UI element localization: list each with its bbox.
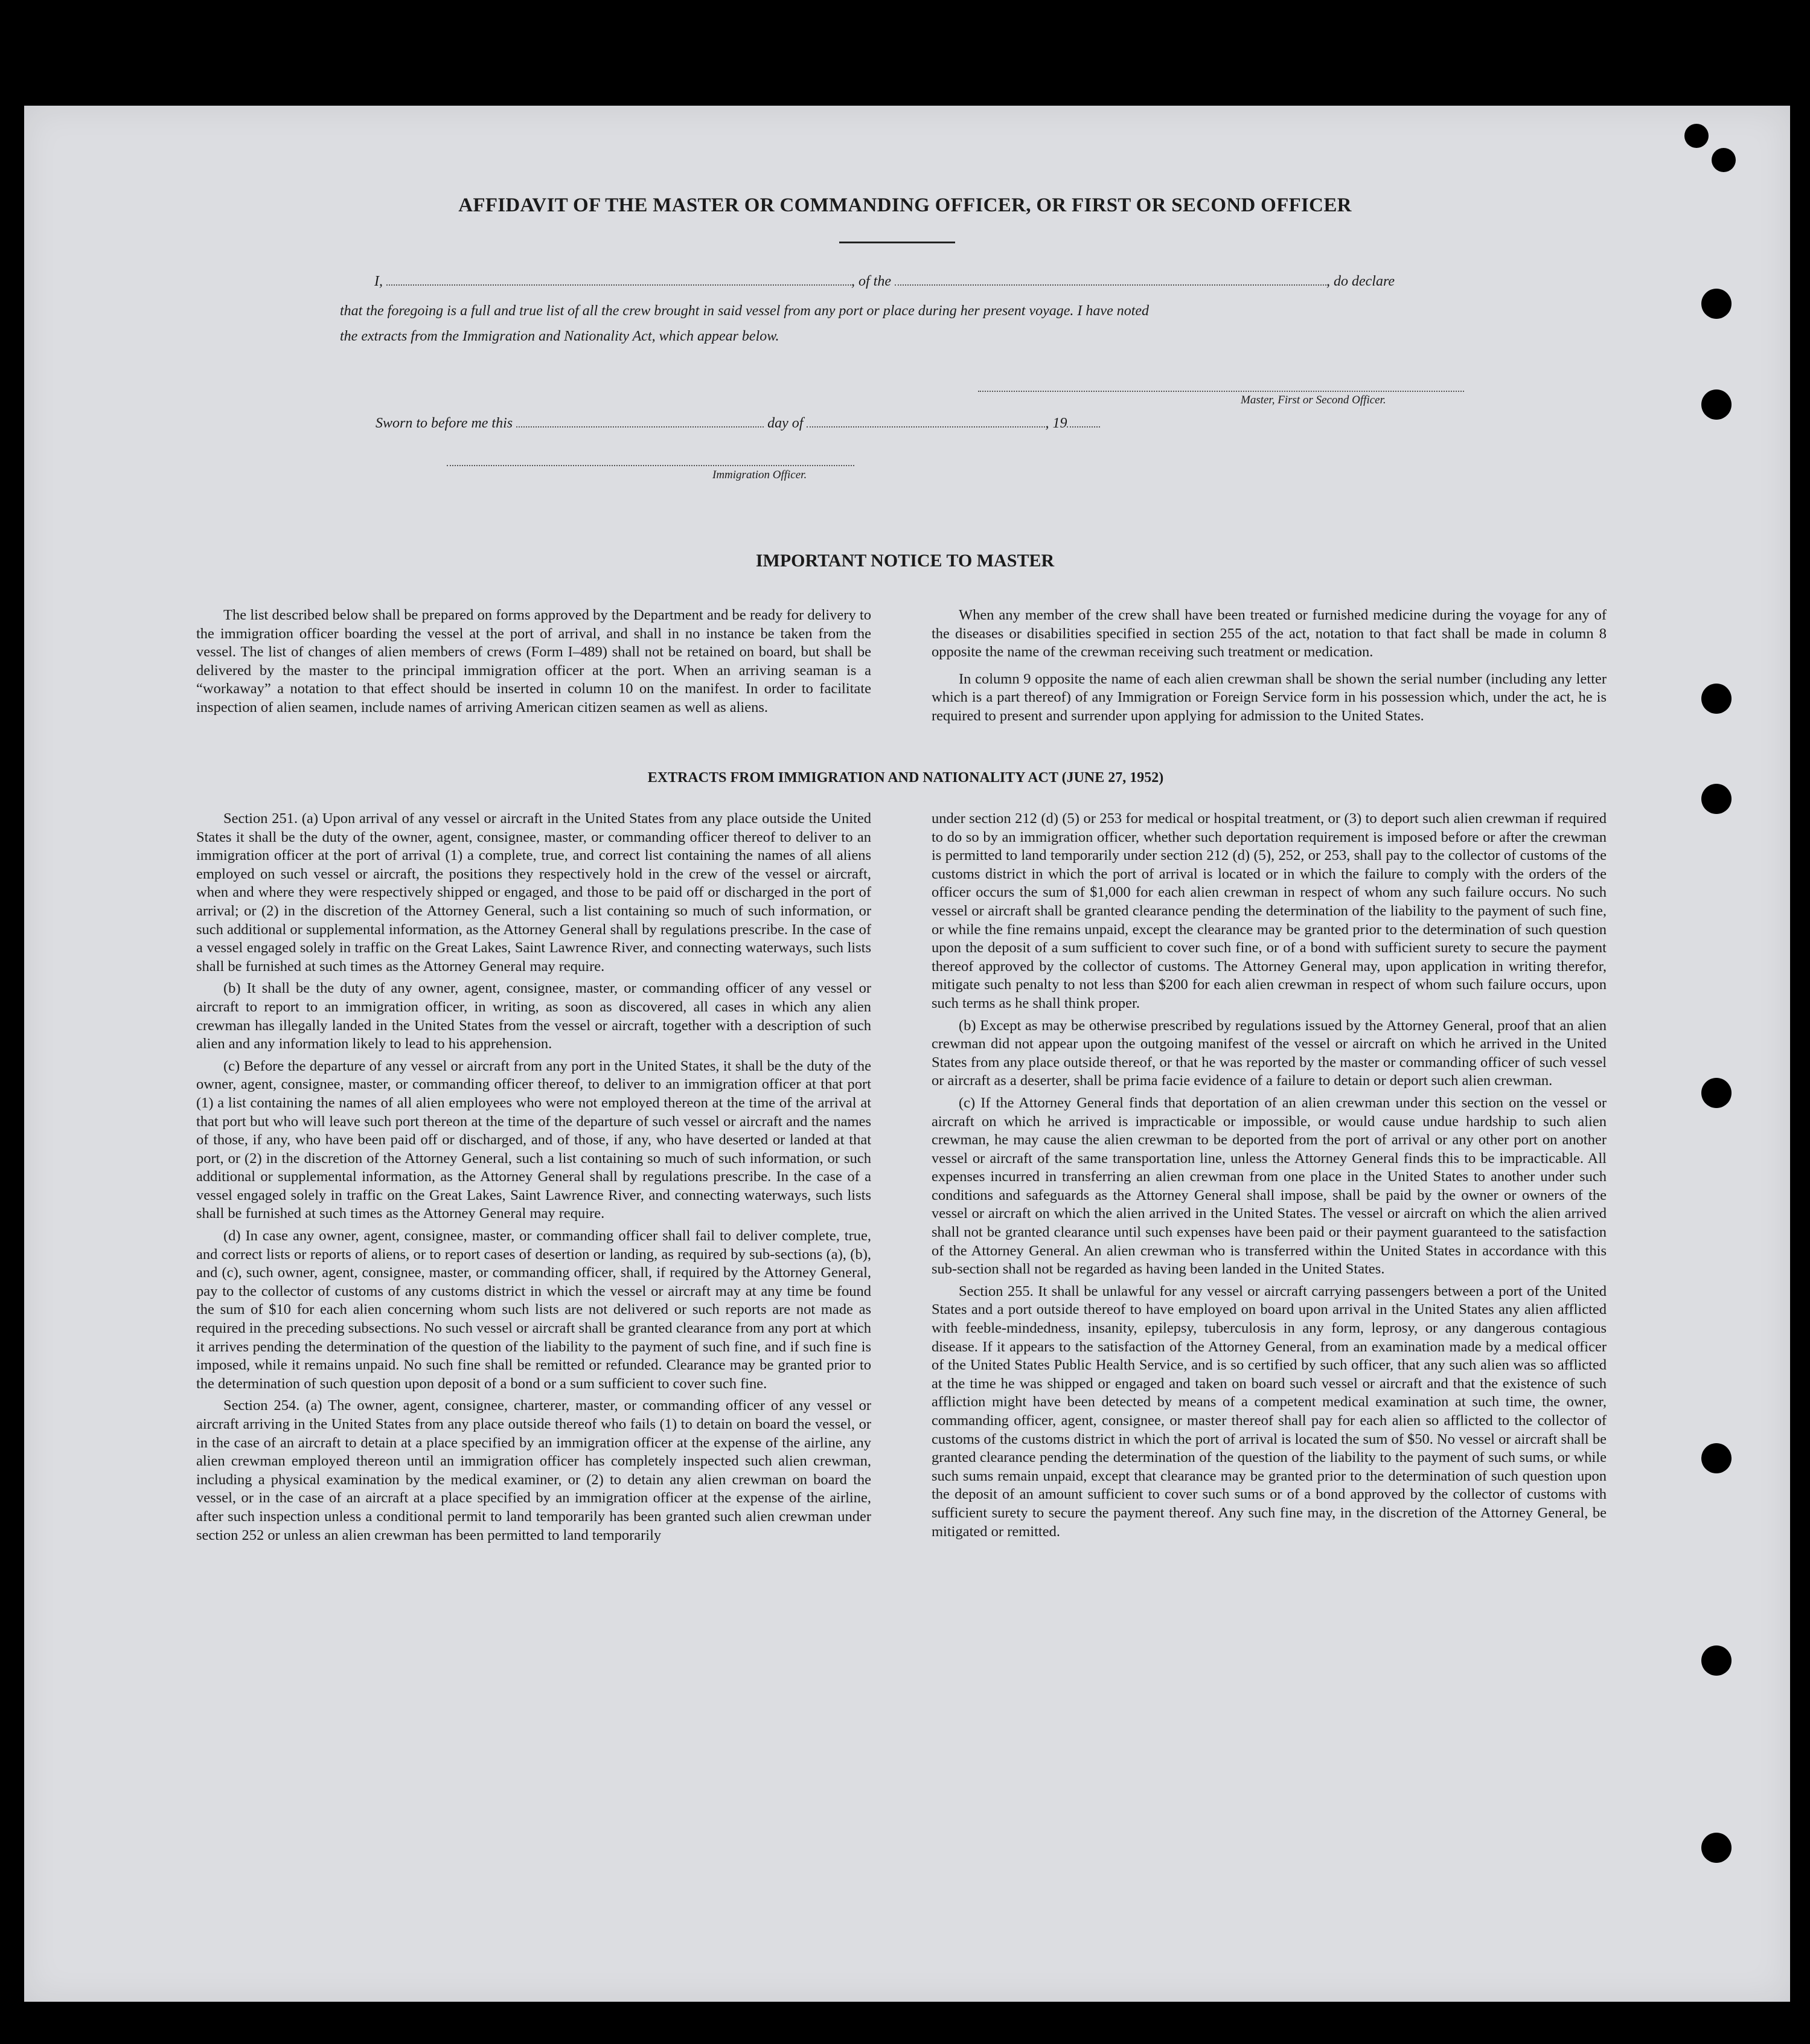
declaration-i: I, — [374, 274, 383, 289]
binder-hole — [1684, 124, 1709, 148]
binder-hole — [1701, 784, 1732, 814]
binder-hole — [1701, 684, 1732, 714]
sworn-line — [376, 415, 1221, 432]
binder-hole — [1701, 289, 1732, 319]
sworn-prefix: Sworn to before me this — [376, 415, 513, 431]
declaration-of-the: , of the — [851, 274, 891, 289]
section-251-a: Section 251. (a) Upon arrival of any vessel or aircraft in the United States from any place outside the United States it shall be the duty of the owner, agent, consignee, master, or commanding officer thereof to deliver to an immigration officer at the port of arrival (1) a complete, true, and correct list containing the names of all aliens employed on such vessel or aircraft, the positions they respectively hold in the crew of the vessel or aircraft, when and where they were respectively shipped or engaged, and those to be paid off or discharged in the port of arrival; or (2) in the discretion of the Attorney General, such a list containing so much of such information, or such additional or supplemental information, as the Attorney General shall by regulations prescribe. In the case of a vessel engaged solely in traffic on the Great Lakes, Saint Lawrence River, and connecting waterways, such lists shall be furnished at such times as the Attorney General may require. — [196, 810, 871, 975]
officer-caption: Immigration Officer. — [712, 469, 807, 481]
officer-signature-line[interactable] — [447, 464, 854, 466]
notice-right-paragraph-2: In column 9 opposite the name of each alien crewman shall be shown the serial number (including any letter which is a part thereof) of any Immigration or Foreign Service form in his possession which, under the act, he is required to present and surrender upon applying for admission to the United States. — [932, 670, 1607, 724]
title-rule — [839, 242, 955, 243]
vessel-blank[interactable] — [895, 284, 1326, 286]
section-254-a-continued: under section 212 (d) (5) or 253 for medical or hospital treatment, or (3) to deport such alien crewman if required to do so by an immigration officer, whether such deportation requirement is imposed before or after the crewman is permitted to land temporarily under section 212 (d) (5), 252, or 253, shall pay to the collector of customs of the customs district in which the port of arrival is located or in which the failure to comply with the orders of the officer occurs the sum of $1,000 for each alien crewman in respect of whom any such failure occurs. No such vessel or aircraft shall be granted clearance pending the determination of the liability to the payment of such fine, or while the fine remains unpaid, except the clearance may be granted prior to the determination of such question upon the deposit of a sum sufficient to cover such fine, or of a bond with sufficient surety to secure the payment thereof approved by the collector of customs. The Attorney General may, upon application in writing therefor, mitigate such penalty to not less than $200 for each alien crewman in respect of whom such failure occurs, upon such terms as he shall think proper. — [932, 810, 1607, 1011]
extracts-title: EXTRACTS FROM IMMIGRATION AND NATIONALITY ACT (JUNE 27, 1952) — [647, 770, 1164, 786]
master-signature-line[interactable] — [978, 389, 1464, 392]
section-251-c: (c) Before the departure of any vessel or aircraft from any port in the United States, it shall be the duty of the owner, agent, consignee, master, or commanding officer thereof, to deliver to an immigration officer at that port (1) a list containing the names of all alien employees who were not employed thereon at the time of the arrival at that port but who will leave such port thereon at the time of the departure of such vessel or aircraft and the names of those, if any, who have been paid off or discharged, and of those, if any, who have deserted or landed at that port, or (2) in the discretion of the Attorney General, such a list containing so much of such information, or such additional or supplemental information, as the Attorney General shall by regulations prescribe. In the case of a vessel engaged solely in traffic on the Great Lakes, Saint Lawrence River, and connecting waterways, such lists shall be furnished at such times as the Attorney General may require. — [196, 1057, 871, 1222]
name-blank[interactable] — [386, 284, 851, 286]
notice-left-column — [196, 606, 871, 717]
declaration-line-1 — [374, 274, 1461, 290]
section-251-b: (b) It shall be the duty of any owner, agent, consignee, master, or commanding officer of any vessel or aircraft to report to an immigration officer, in writing, as soon as discovered, all cases in which any alien crewman has illegally landed in the United States from the vessel or aircraft, together with a description of such alien and any information likely to lead to his apprehension. — [196, 980, 871, 1052]
binder-hole — [1701, 1078, 1732, 1108]
extracts-left-column — [196, 810, 871, 1545]
affidavit-title: AFFIDAVIT OF THE MASTER OR COMMANDING OFFICER, OR FIRST OR SECOND OFFICER — [458, 194, 1352, 216]
binder-hole — [1701, 1645, 1732, 1676]
section-254-a: Section 254. (a) The owner, agent, consignee, charterer, master, or commanding officer of any vessel or aircraft arriving in the United States from any place outside thereof who fails (1) to detain on board the vessel, or in the case of an aircraft to detain at a place specified by an immigration officer at the expense of the airline, any alien crewman employed thereon until an immigration officer has completely inspected such alien crewman, including a physical examination by the medical examiner, or (2) to detain any alien crewman on board the vessel, or in the case of an aircraft at a place specified by an immigration officer at the expense of the airline, after such inspection unless a conditional permit to land temporarily has been granted such alien crewman under section 252 or unless an alien crewman has been permitted to land temporarily — [196, 1397, 871, 1543]
section-254-c: (c) If the Attorney General finds that deportation of an alien crewman under this section on the vessel or aircraft on which he arrived is impracticable or impossible, or would cause undue hardship to such alien crewman, he may cause the alien crewman to be deported from the port of arrival or any other port on another vessel or aircraft of the same transportation line, unless the Attorney General finds this to be impracticable. All expenses incurred in transferring an alien crewman from one place in the United States to another under such conditions and safeguards as the Attorney General shall impose, shall be paid by the owner or owners of the vessel or aircraft on which the alien arrived in the United States. The vessel or aircraft on which the alien arrived shall not be granted clearance until such expenses have been paid or their payment guaranteed to the satisfaction of the Attorney General. An alien crewman who is transferred within the United States in accordance with this sub-section shall not be regarded as having been landed in the United States. — [932, 1094, 1607, 1278]
extracts-right-column — [932, 810, 1607, 1541]
sworn-day-blank[interactable] — [516, 426, 764, 428]
declaration-line-3: the extracts from the Immigration and Nationality Act, which appear below. — [340, 328, 779, 344]
notice-left-paragraph: The list described below shall be prepared on forms approved by the Department and be ready for delivery to the immigration officer boarding the vessel at the port of arrival, and shall in no instance be taken from the vessel. The list of changes of alien members of crews (Form I–489) shall not be retained on board, but shall be delivered by the master to the principal immigration officer at the port. When an arriving seaman is a “workaway” a notation to that effect should be inserted in column 10 on the manifest. In order to facilitate inspection of alien seamen, include names of arriving American citizen seamen as well as aliens. — [196, 607, 871, 716]
binder-hole — [1712, 148, 1736, 172]
notice-title: IMPORTANT NOTICE TO MASTER — [755, 551, 1055, 571]
sworn-year-blank[interactable] — [1067, 426, 1100, 428]
binder-hole — [1701, 1833, 1732, 1863]
sworn-year: , 19 — [1045, 415, 1067, 431]
binder-hole — [1701, 1443, 1732, 1473]
section-251-d: (d) In case any owner, agent, consignee, master, or commanding officer shall fail to deliver complete, true, and correct lists or reports of aliens, or to report cases of desertion or landing, as required by sub-sections (a), (b), and (c), such owner, agent, consignee, master, or commanding officer, shall, if required by the Attorney General, pay to the collector of customs of any customs district in which the vessel or aircraft may at any time be found the sum of $10 for each alien concerning whom such lists are not delivered or such reports are not made as required in the preceding subsections. No such vessel or aircraft shall be granted clearance from any port at which it arrives pending the determination of the question of the liability to the payment of such fine, and if such fine is imposed, while it remains unpaid. No such fine shall be remitted or refunded. Clearance may be granted prior to the determination of such question upon deposit of a bond or a sum sufficient to cover such fine. — [196, 1228, 871, 1392]
section-255: Section 255. It shall be unlawful for any vessel or aircraft carrying passengers between a port of the United States and a port outside thereof to have employed on board upon arrival in the United States any alien afflicted with feeble-mindedness, insanity, epilepsy, tuberculosis in any form, leprosy, or any dangerous contagious disease. If it appears to the satisfaction of the Attorney General, from an examination made by a medical officer of the United States Public Health Service, and is so certified by such officer, that any such alien was so afflicted at the time he was shipped or engaged and taken on board such vessel or aircraft and that the existence of such affliction might have been detected by means of a competent medical examination at such time, the owner, commanding officer, agent, consignee, or master thereof shall pay for each alien so afflicted to the collector of customs of the customs district in which the port of arrival is located the sum of $50. No vessel or aircraft shall be granted clearance pending the determination of the question of the liability to the payment of such sums, or while such sums remain unpaid, except that clearance may be granted prior to the determination of such question upon the deposit of an amount sufficient to cover such sums or of a bond approved by the collector of customs with sufficient surety to secure the payment thereof. Any such fine may, in the discretion of the Attorney General, be mitigated or remitted. — [932, 1283, 1607, 1540]
notice-right-column — [932, 606, 1607, 726]
binder-hole — [1701, 389, 1732, 420]
sworn-day-of: day of — [767, 415, 804, 431]
declaration-line-2: that the foregoing is a full and true list of all the crew brought in said vessel from any port or place during her present voyage. I have noted — [340, 303, 1150, 319]
section-254-b: (b) Except as may be otherwise prescribed by regulations issued by the Attorney General, proof that an alien crewman did not appear upon the outgoing manifest of the vessel or aircraft on which he arrived in the United States from any place outside thereof, or that he was reported by the master or commanding officer of such vessel or aircraft as a deserter, shall be prima facie evidence of a failure to detain or deport such alien crewman. — [932, 1017, 1607, 1089]
sworn-month-blank[interactable] — [807, 426, 1045, 428]
notice-right-paragraph-1: When any member of the crew shall have been treated or furnished medicine during the voyage for any of the diseases or disabilities specified in section 255 of the act, notation to that fact shall be made in column 8 opposite the name of the crewman receiving such treatment or medication. — [932, 607, 1607, 661]
declaration-do-declare: , do declare — [1326, 274, 1395, 289]
master-caption: Master, First or Second Officer. — [1241, 394, 1386, 406]
